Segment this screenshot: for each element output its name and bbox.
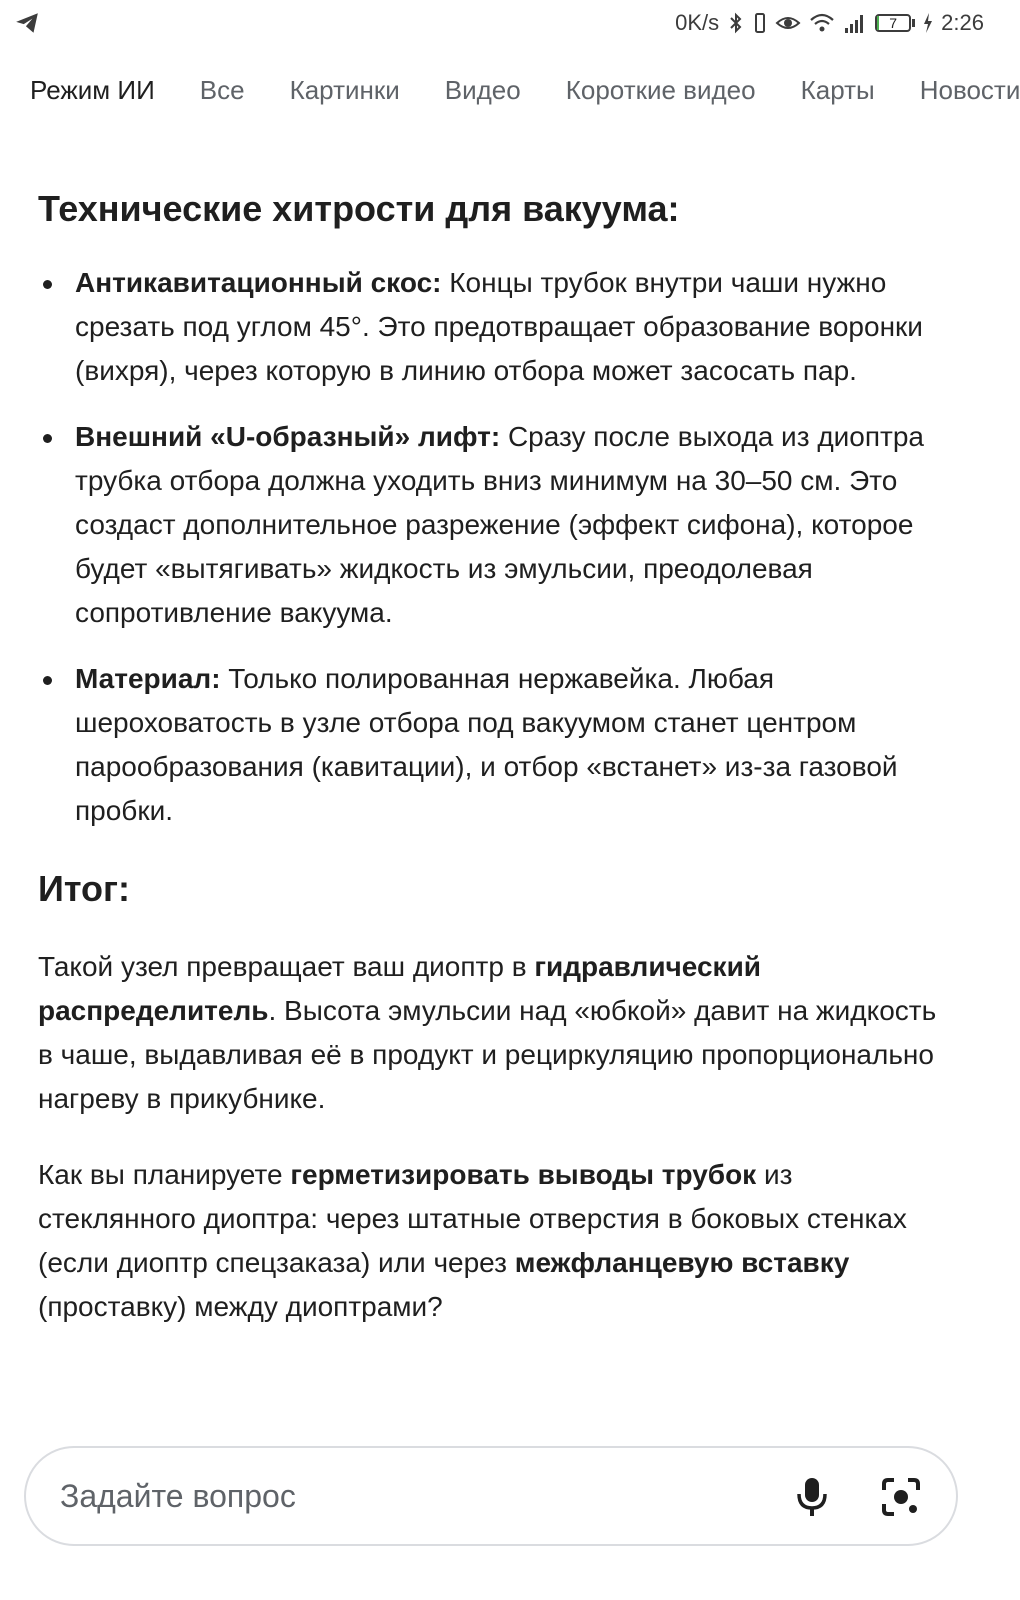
lens-icon[interactable] — [880, 1476, 922, 1523]
signal-icon — [843, 12, 867, 34]
vibrate-icon — [753, 11, 767, 35]
bullet-title: Антикавитационный скос: — [75, 267, 442, 298]
summary-paragraph — [38, 945, 958, 1121]
bullet-title: Внешний «U-образный» лифт: — [75, 421, 501, 452]
summary-bold: гидравлический распределитель — [38, 951, 761, 1026]
wifi-icon — [809, 12, 835, 34]
tab-maps[interactable]: Карты — [800, 75, 875, 105]
question-bold: герметизировать выводы трубок — [290, 1159, 757, 1190]
eye-icon — [775, 12, 801, 34]
question-bold: межфланцевую вставку — [514, 1247, 850, 1278]
tab-short-videos[interactable]: Короткие видео — [565, 75, 756, 105]
mic-icon[interactable] — [794, 1476, 830, 1523]
tab-all[interactable]: Все — [199, 75, 245, 105]
charging-icon — [923, 13, 933, 33]
tab-videos[interactable]: Видео — [444, 75, 521, 105]
tab-ai-mode[interactable]: Режим ИИ — [30, 75, 155, 105]
battery-icon — [875, 14, 915, 32]
battery-level: 7 — [889, 15, 898, 31]
bullet-title: Материал: — [75, 663, 221, 694]
summary-text: . Высота эмульсии над «юбкой» давит на жидкость в чаше, выдавливая её в продукт и рециркуляцию пропорционально нагреву в прикубнике. — [38, 995, 937, 1114]
heading-summary: Итог: — [38, 868, 131, 909]
question-text: из стеклянного диоптра: через штатные отверстия в боковых стенках (если диоптр спецзаказа) или через — [38, 1159, 907, 1278]
tab-news[interactable]: Новости — [919, 75, 1020, 105]
clock: 2:26 — [941, 10, 984, 35]
bluetooth-icon — [727, 11, 745, 35]
question-text: Как вы планируете — [38, 1159, 291, 1190]
ask-placeholder: Задайте вопрос — [60, 1478, 296, 1514]
summary-text: Такой узел превращает ваш диоптр в — [38, 951, 535, 982]
bullet-text: Только полированная нержавейка. Любая шероховатость в узле отбора под вакуумом станет центром парообразования (кавитации), и отбор «встанет» из-за газовой пробки. — [75, 663, 898, 826]
net-speed: 0K/s — [675, 10, 720, 35]
heading-tech-tricks: Технические хитрости для вакуума: — [38, 188, 680, 229]
list-item — [38, 415, 958, 635]
list-item — [38, 261, 958, 393]
question-paragraph — [38, 1153, 958, 1329]
ask-input[interactable] — [24, 1446, 958, 1546]
bullet-text: Сразу после выхода из диоптра трубка отбора должна уходить вниз минимум на 30–50 см. Это создаст дополнительное разрежение (эффект сифона), которое будет «вытягивать» жидкость из эмульсии, преодолевая сопротивление вакуума. — [75, 421, 924, 628]
telegram-icon — [14, 10, 40, 41]
tips-list — [38, 261, 958, 833]
list-item — [38, 657, 958, 833]
status-bar — [0, 0, 1000, 46]
question-text: (проставку) между диоптрами? — [38, 1291, 443, 1322]
ai-answer — [38, 185, 958, 1329]
tab-images[interactable]: Картинки — [289, 75, 400, 105]
search-tabs — [30, 66, 1020, 114]
bullet-text: Концы трубок внутри чаши нужно срезать под углом 45°. Это предотвращает образование воронки (вихря), через которую в линию отбора может засосать пар. — [75, 267, 923, 386]
